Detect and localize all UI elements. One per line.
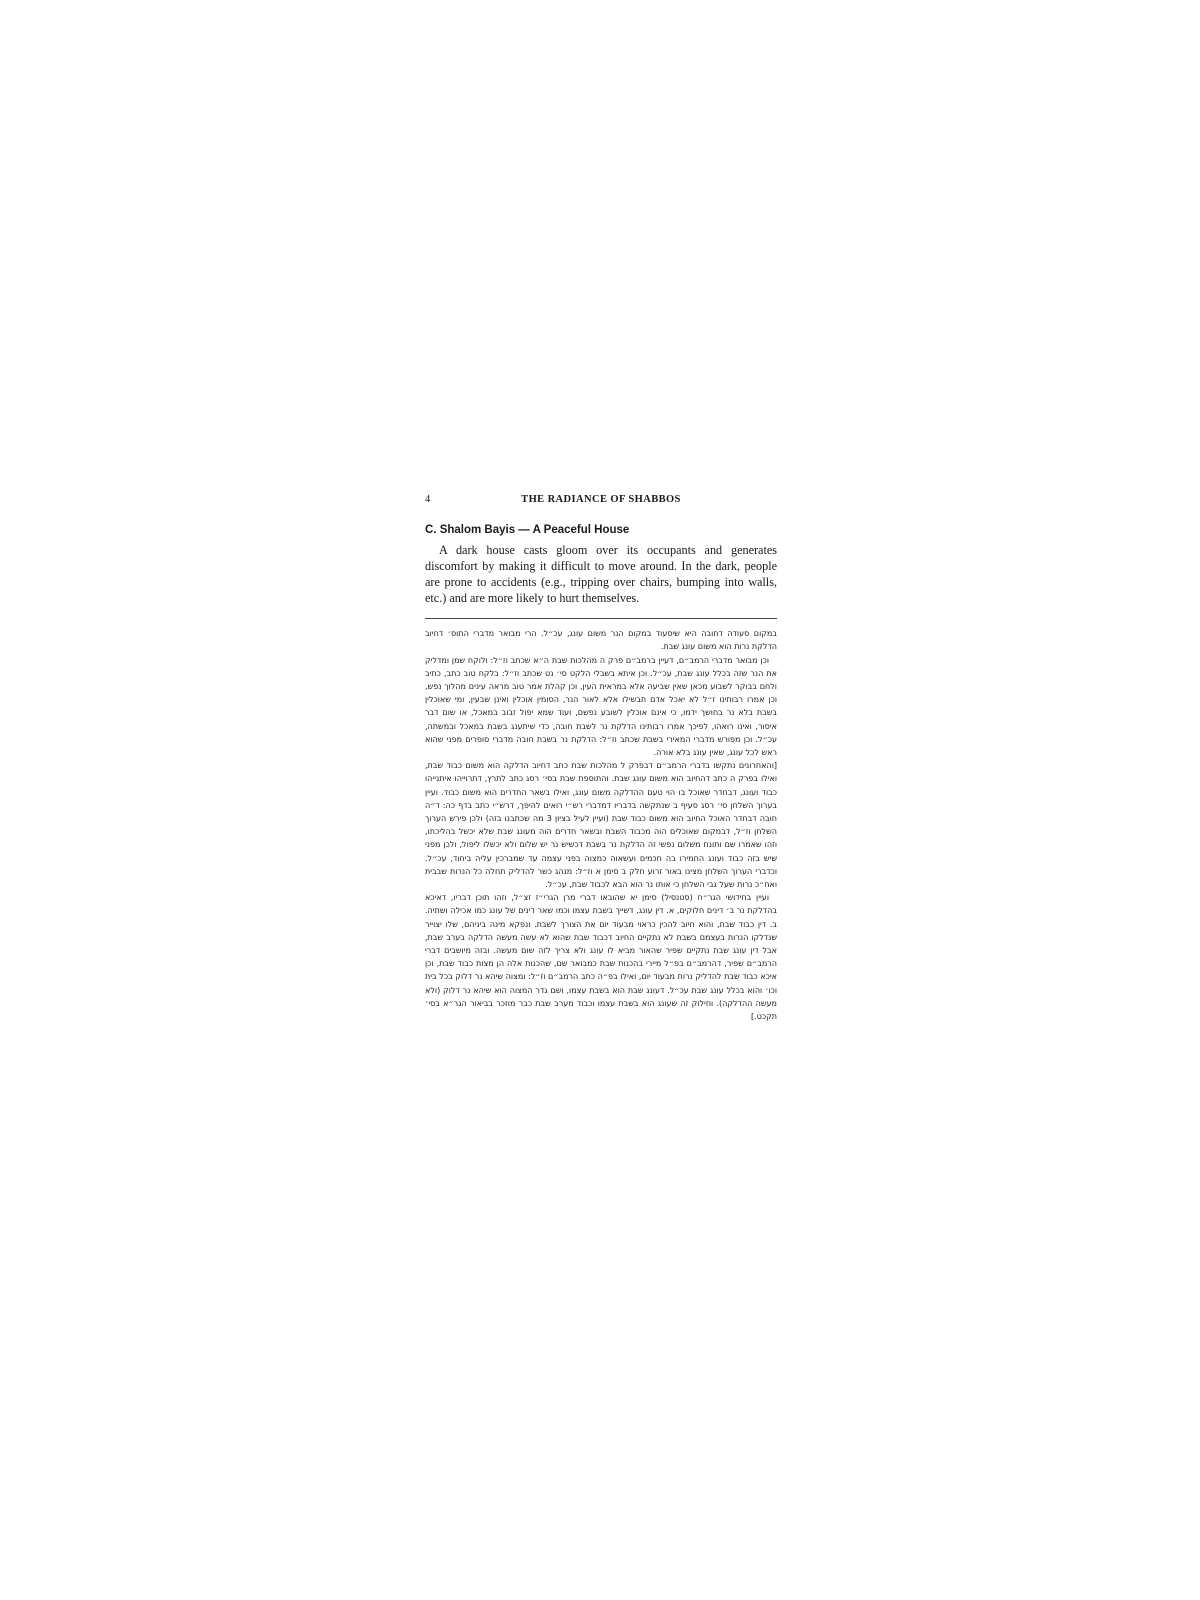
page-number: 4 — [425, 494, 431, 505]
running-head — [425, 494, 777, 510]
footnotes — [425, 627, 777, 1023]
footnote-paragraph: במקום סעודה דחובה היא שיסעוד במקום הנר משום עונג, עכ״ל. הרי מבואר מדברי התוס׳ דחיוב הדלקת נרות הוא משום עונג שבת. — [425, 629, 777, 652]
section-heading: C. Shalom Bayis — A Peaceful House — [425, 524, 630, 536]
book-page — [425, 494, 777, 1023]
body-paragraph: A dark house casts gloom over its occupants and generates discomfort by making it difficult to move around. In the dark, people are prone to accidents (e.g., tripping over chairs, bumping into walls, etc.) and are more likely to hurt themselves. — [425, 543, 777, 605]
footnote-paragraph: ועיין בחידושי הגר״ח (סטנסיל) סימן יא שהובאו דברי מרן הגרי״ז זצ״ל, וזהו תוכן דבריו, דאיכא בהדלקת נר ב׳ דינים חלוקים, א. דין עונג, דשייך בשבת עצמו וכמו שאר דינים של עונג כמו אכילה ושתיה. ב. דין כבוד שבת, והוא חיוב להכין כראוי מבעוד יום את הצורך לשבת. ונפקא מינה ביניהם, שלו יצוייר שנדלקו הנרות בעצמם בשבת לא נתקיים החיוב דכבוד שבת שהוא לא עשה מעשה הדלקה בערב שבת, אבל דין עונג שבת נתקיים שפיר שהאור מביא לו עונג ולא צריך לזה שום מעשה. ובזה מיושבים דברי הרמב״ם שפיר, דהרמב״ם בפ״ל מיירי בהכנות שבת כמבואר שם, שהכנות אלה הן מצות כבוד שבת, וכן איכא כבוד שבת להדליק נרות מבעוד יום, ואילו בפ״ה כתב הרמב״ם וז״ל: ומצוה שיהא נר דלוק בכל בית וכו׳ והוא בכלל עונג שבת עכ״ל. דעונג שבת הוא בשבת עצמו, ושם גדר המצוה הוא שיהא נר דלוק (ולא מעשה ההדלקה). וחילוק זה שעונג הוא בשבת עצמו וכבוד מערב שבת כבר מוזכר בביאור הגר״א בסי׳ תקכט.] — [425, 893, 777, 1022]
footnote-paragraph: וכן מבואר מדברי הרמב״ם, דעיין ברמב״ם פרק ה מהלכות שבת ה״א שכתב וז״ל: ולוקח שמן ומדליק את הנר שזה בכלל עונג שבת, עכ״ל. וכן איתא בשבלי הלקט סי׳ נט שכתב וז״ל: בלקח טוב כתב, כתיב ולחם בבוקר לשבוע מכאן שאין שביעה אלא במראית העין, וכן קהלת אמר טוב מראה עינים מהלוך נפש, וכן אמרו רבותינו ז״ל לא יאכל אדם תבשילו אלא לאור הנר, הסומין אוכלין ואינן שבעין, ומי שאוכלין בשבת בלא נר בחושך ידמו, כי אינם אוכלין לשובע נפשם, ועוד שמא יפול זבוב במאכל, או שום דבר איסור, ואינו רואהו, לפיכך אמרו רבותינו הדלקת נר לשבת חובה, כדי שיתענג בשבת במאכל ובמשתה, עכ״ל. וכן מפורש מדברי המאירי בשבת שכתב וז״ל: הדלקת נר בשבת חובה מדברי סופרים מפני שהוא ראש לכל עונג, שאין עונג בלא אורה. — [425, 655, 777, 758]
footnote-divider — [425, 618, 777, 619]
footnote-paragraph: [והאחרונים נתקשו בדברי הרמב״ם דבפרק ל מהלכות שבת כתב דחיוב הדלקה הוא משום כבוד שבת, ואילו בפרק ה כתב דהחיוב הוא משום עונג שבת. והתוספת שבת בסי׳ רסג כתב לתרץ, דתרוייהו איתנייהו כבוד ועונג, דבחדר שאוכל בו הוי טעם ההדלקה משום עונג, ואילו בשאר החדרים הוא משום כבוד. ועיין בערוך השלחן סי׳ רסג סעיף ב שנתקשה בדבריו דמדברי רש״י רואים להיפך, דרש״י כתב בדף כה: ד״ה חובה דבחדר האוכל החיוב הוא משום כבוד שבת (ועיין לעיל בציון 3 מה שכתבנו בזה) ולכן פירש הערוך השלחן וז״ל, דבמקום שאוכלים הוה מכבוד השבת ובשאר חדרים הוה מעונג שבת שלא יכשל בהליכתו, וזהו שאמרו שם ותונח משלום נפשי זה הדלקת נר בשבת דכשיש נר יש שלום ולא יכשלו ליפול, ולכן מפני שיש בזה כבוד ועונג החמירו בה חכמים ועשאוה כמצוה בפני עצמה עד שמברכין עליה ביחוד, עכ״ל. וכדברי הערוך השלחן מצינו באור זרוע חלק ב סימן א וז״ל: מנהג כשר להדליק תחלה כל הנרות שבבית ואח״כ נרות שעל גבי השלחן כי אותו נר הוא הבא לכבוד שבת, עכ״ל. — [425, 761, 778, 890]
running-title: THE RADIANCE OF SHABBOS — [521, 494, 681, 505]
